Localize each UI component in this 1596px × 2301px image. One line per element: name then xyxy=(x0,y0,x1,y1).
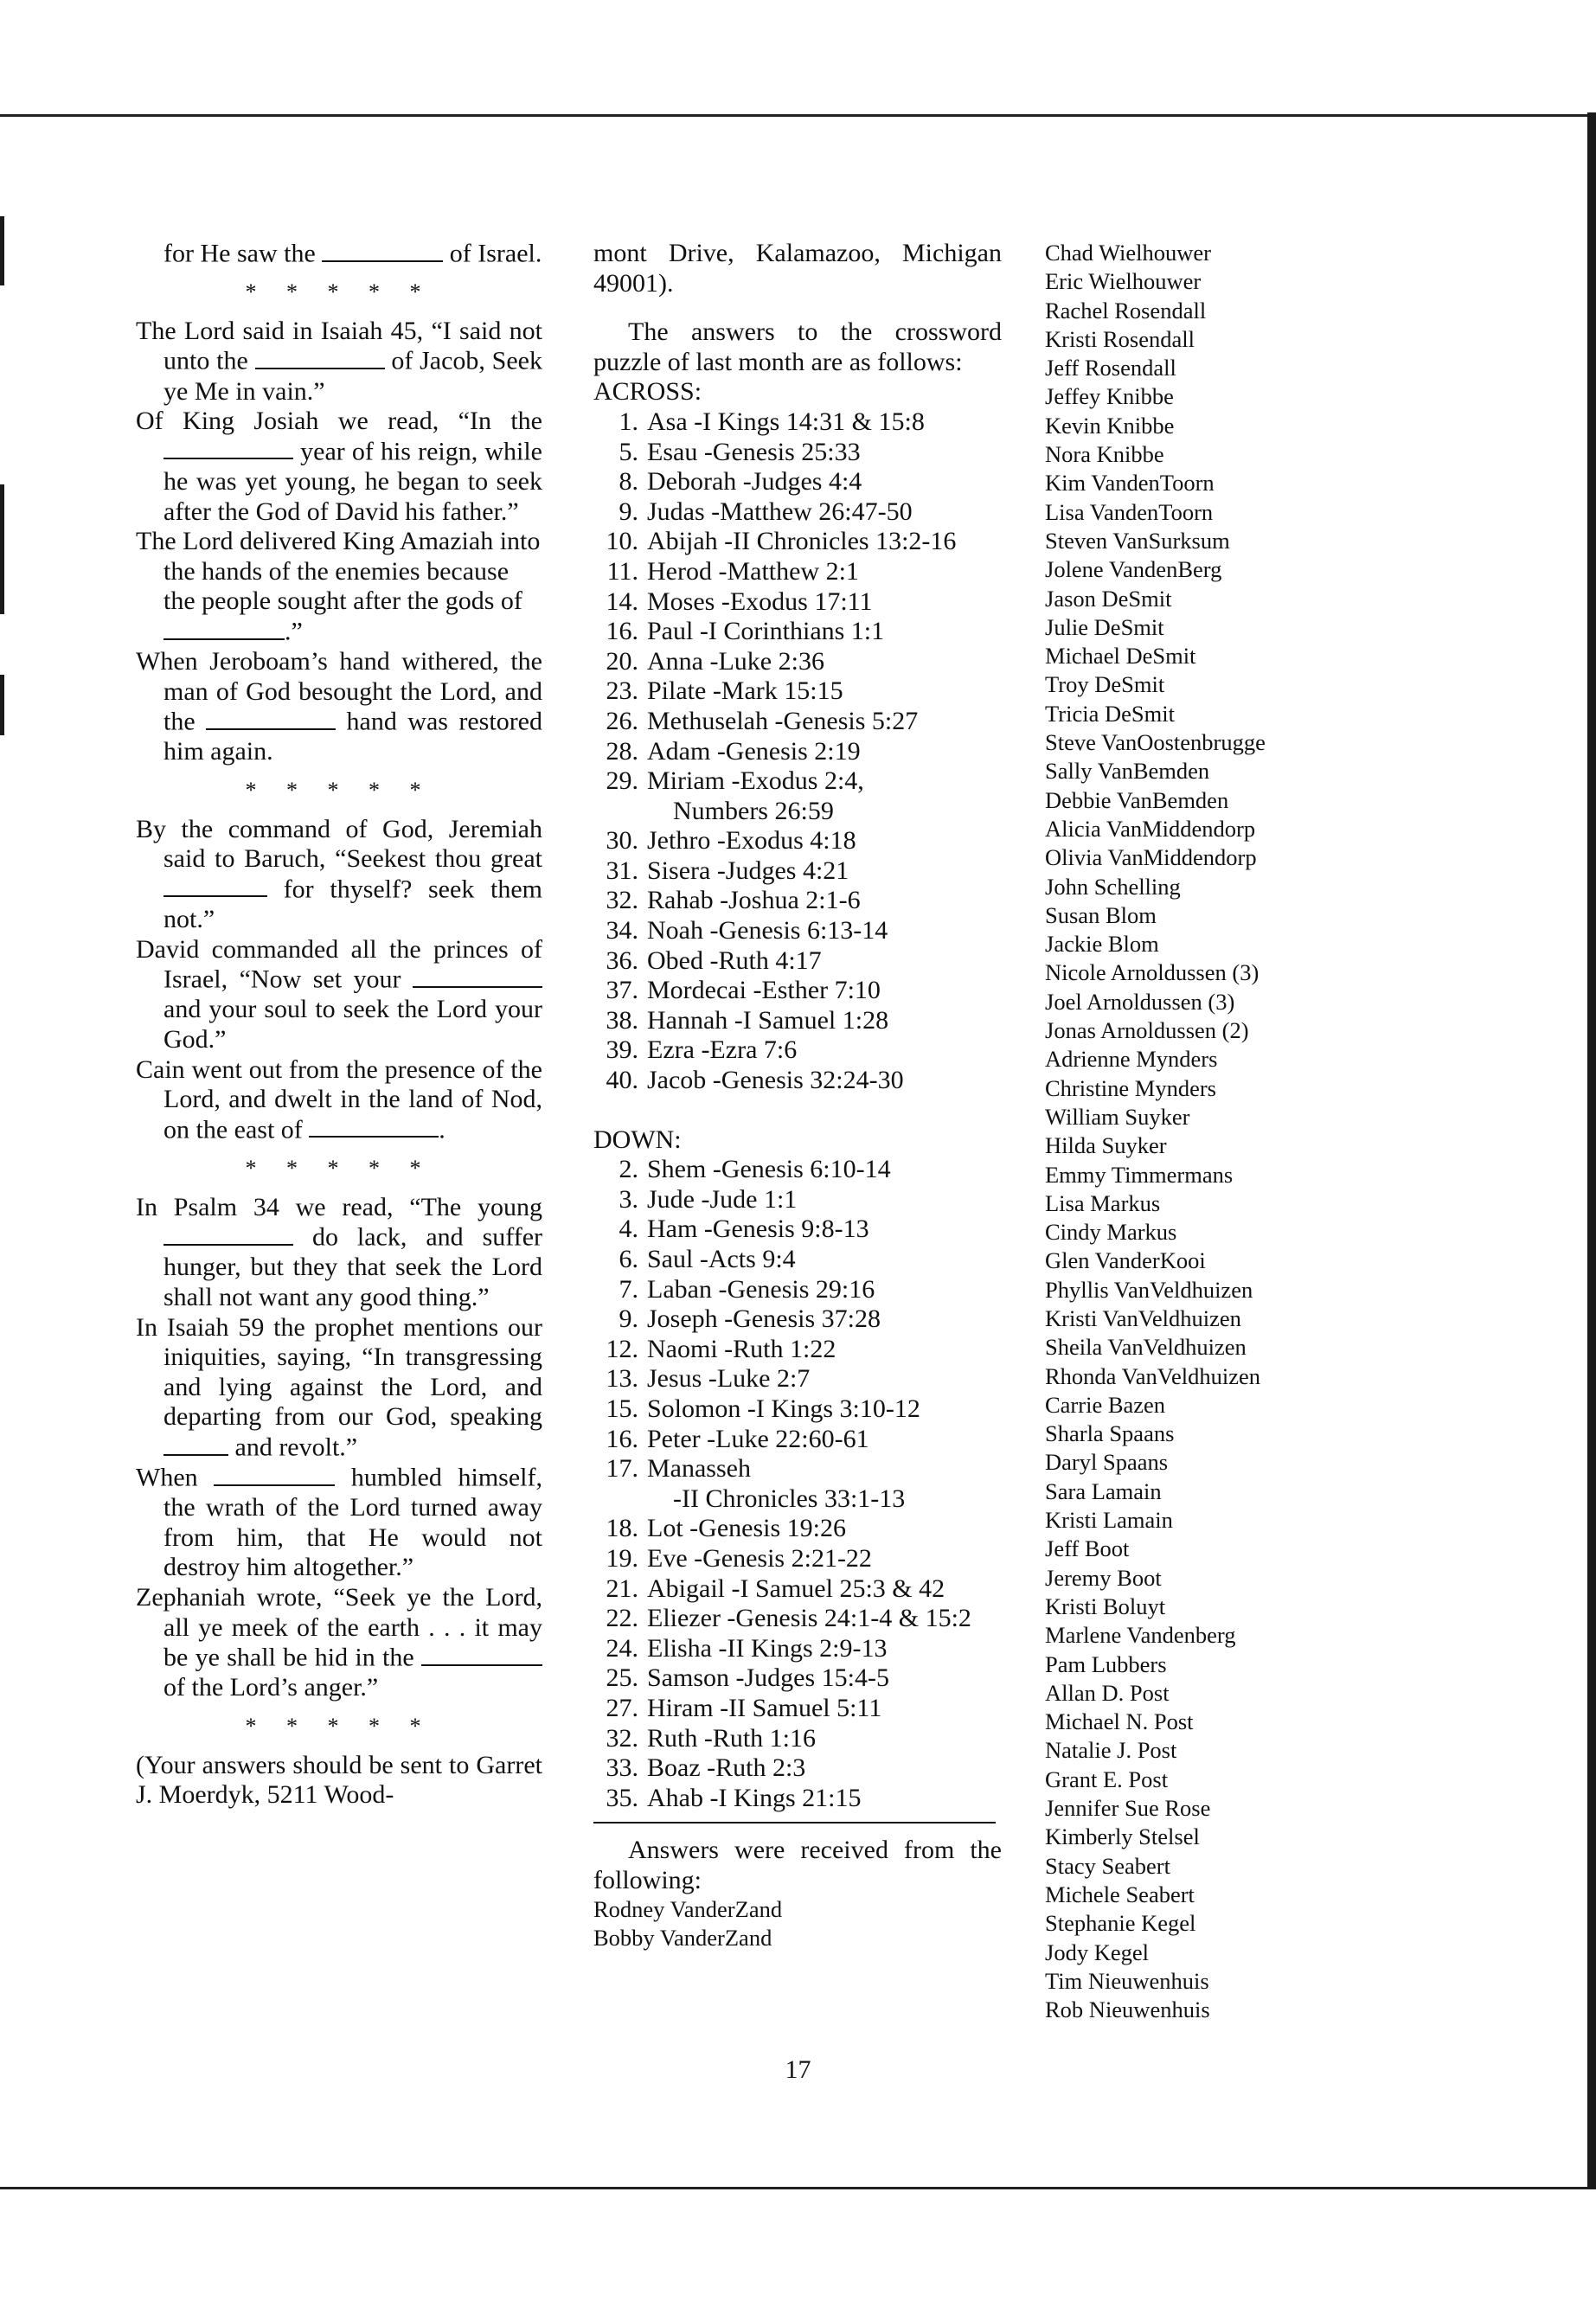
clue-number: 30. xyxy=(606,826,638,856)
respondent-name: Kristi Boluyt xyxy=(1045,1593,1166,1619)
respondent-name: Grant E. Post xyxy=(1045,1766,1169,1792)
respondent-name: Glen VanderKooi xyxy=(1045,1247,1206,1274)
respondent-name: Jason DeSmit xyxy=(1045,585,1172,612)
answer-text: Eve -Genesis 2:21-22 xyxy=(647,1543,872,1573)
answer-row xyxy=(593,497,1002,528)
respondent-name: Steve VanOostenbrugge xyxy=(1045,729,1266,756)
respondent-name: Kevin Knibbe xyxy=(1045,412,1175,439)
clue-number: 12. xyxy=(606,1334,638,1363)
answer-text: Ezra -Ezra 7:6 xyxy=(647,1035,798,1065)
received-intro: Answers were received from the following: xyxy=(593,1836,1002,1894)
clue-number: 10. xyxy=(606,527,638,556)
answer-text: Adam -Genesis 2:19 xyxy=(647,736,861,766)
answer-row xyxy=(593,826,1002,856)
clue-number: 17. xyxy=(606,1454,638,1484)
binding-mark xyxy=(0,675,4,735)
answer-text: Joseph -Genesis 37:28 xyxy=(647,1304,881,1334)
respondent-name: Pam Lubbers xyxy=(1045,1650,1167,1677)
answer-row xyxy=(593,1335,1002,1365)
received-names-list xyxy=(593,1895,1002,1952)
respondent-name: William Suyker xyxy=(1045,1103,1190,1130)
respondent-name: Jennifer Sue Rose xyxy=(1045,1795,1211,1822)
clue-number: 25. xyxy=(606,1663,638,1693)
scan-edge-right xyxy=(1587,112,1596,2189)
answer-row xyxy=(593,1604,1002,1634)
clue-number: 32. xyxy=(606,1723,638,1753)
quiz-question: The Lord said in Isaiah 45, “I said not unto the of Jacob, Seek ye Me in vain.” xyxy=(136,316,542,406)
respondent-name: Jolene VandenBerg xyxy=(1045,556,1222,583)
clue-number: 6. xyxy=(619,1245,638,1273)
scan-edge-top xyxy=(0,114,1596,117)
answer-text: Anna -Luke 2:36 xyxy=(647,646,824,676)
answer-text: Eliezer -Genesis 24:1-4 & 15:2 xyxy=(647,1604,971,1633)
answer-row xyxy=(593,1275,1002,1305)
answer-blank xyxy=(163,1433,228,1456)
respondent-name: Olivia VanMiddendorp xyxy=(1045,844,1257,871)
respondent-name: Nicole Arnoldussen (3) xyxy=(1045,959,1259,986)
clue-number: 31. xyxy=(606,856,638,885)
respondent-name: Sheila VanVeldhuizen xyxy=(1045,1334,1247,1361)
across-heading: ACROSS: xyxy=(593,377,702,407)
clue-number: 26. xyxy=(606,706,638,735)
answer-row xyxy=(593,557,1002,587)
answer-text: Elisha -II Kings 2:9-13 xyxy=(647,1633,888,1663)
quiz-question: Of King Josiah we read, “In the year of his reign, while he was yet young, he began to seek after the God of David his father.” xyxy=(136,407,542,526)
answer-blank xyxy=(163,1222,293,1246)
clue-number: 39. xyxy=(606,1035,638,1065)
respondent-name: Rhonda VanVeldhuizen xyxy=(1045,1362,1261,1389)
respondent-name: Rodney VanderZand xyxy=(593,1896,783,1923)
answer-row xyxy=(593,1364,1002,1394)
respondent-name: Jeff Boot xyxy=(1045,1535,1130,1562)
answer-row xyxy=(593,707,1002,737)
answer-row xyxy=(593,1454,1002,1484)
clue-number: 20. xyxy=(606,646,638,676)
clue-number: 3. xyxy=(619,1184,638,1214)
respondent-name: Kim VandenToorn xyxy=(1045,470,1215,497)
answer-row xyxy=(593,1394,1002,1425)
respondent-name: Jeffey Knibbe xyxy=(1045,383,1174,410)
answer-row xyxy=(593,587,1002,618)
answer-text: Herod -Matthew 2:1 xyxy=(647,556,859,586)
respondent-name: Jody Kegel xyxy=(1045,1939,1149,1965)
answer-row xyxy=(593,1155,1002,1185)
answer-text: Jude -Jude 1:1 xyxy=(647,1184,798,1214)
answer-row xyxy=(593,1215,1002,1245)
answer-blank xyxy=(206,707,336,730)
answer-row xyxy=(593,438,1002,468)
answer-text: Jesus -Luke 2:7 xyxy=(647,1364,811,1394)
section-rule xyxy=(593,1822,996,1823)
answer-row xyxy=(593,617,1002,647)
clue-number: 32. xyxy=(606,886,638,915)
answer-row xyxy=(593,1185,1002,1215)
answer-blank xyxy=(214,1463,335,1486)
respondent-name: Steven VanSurksum xyxy=(1045,527,1230,554)
answer-blank xyxy=(163,617,285,640)
answer-text: Samson -Judges 15:4-5 xyxy=(647,1663,889,1693)
respondent-name: Jeremy Boot xyxy=(1045,1564,1162,1591)
respondent-name: Emmy Timmermans xyxy=(1045,1161,1234,1188)
answer-row xyxy=(593,1784,1002,1814)
respondent-name: Joel Arnoldussen (3) xyxy=(1045,988,1235,1015)
answer-text: Saul -Acts 9:4 xyxy=(647,1245,796,1273)
respondent-name: Carrie Bazen xyxy=(1045,1391,1166,1418)
answer-row xyxy=(593,1753,1002,1784)
answer-row xyxy=(593,1724,1002,1754)
quiz-column xyxy=(136,239,542,1811)
section-divider-stars: * * * * * xyxy=(245,279,433,305)
clue-number: 5. xyxy=(619,437,638,466)
respondent-name: Hilda Suyker xyxy=(1045,1132,1167,1159)
quiz-question: In Psalm 34 we read, “The young do lack, and suffer hunger, but they that seek the Lord shall not want any good thing.” xyxy=(136,1192,543,1311)
clue-number: 33. xyxy=(606,1753,638,1783)
respondent-name: Tim Nieuwenhuis xyxy=(1045,1967,1209,1994)
respondent-name: Jonas Arnoldussen (2) xyxy=(1045,1017,1249,1044)
respondent-name: Alicia VanMiddendorp xyxy=(1045,815,1256,842)
down-answers-list xyxy=(593,1155,1002,1813)
respondent-name: Natalie J. Post xyxy=(1045,1737,1177,1764)
answer-row xyxy=(593,1245,1002,1275)
answer-row xyxy=(593,1035,1002,1066)
respondent-name: Jeff Rosendall xyxy=(1045,355,1176,381)
clue-number: 40. xyxy=(606,1066,638,1095)
respondent-name: Kristi Lamain xyxy=(1045,1507,1173,1534)
answer-row xyxy=(593,1006,1002,1036)
answer-text: Peter -Luke 22:60-61 xyxy=(647,1424,869,1453)
answer-text: Pilate -Mark 15:15 xyxy=(647,676,843,706)
answer-text: Asa -I Kings 14:31 & 15:8 xyxy=(647,407,925,436)
clue-number: 11. xyxy=(606,556,638,586)
submission-address: (Your answers should be sent to Garret J. Moerdyk, 5211 Wood- xyxy=(136,1750,542,1810)
clue-number: 1. xyxy=(619,407,638,436)
binding-mark xyxy=(0,216,4,285)
respondent-name: Cindy Markus xyxy=(1045,1219,1177,1246)
answer-row xyxy=(593,946,1002,977)
answer-row xyxy=(593,1304,1002,1335)
answer-blank xyxy=(421,1643,542,1666)
answer-row xyxy=(593,766,1002,797)
clue-number: 22. xyxy=(606,1604,638,1633)
down-heading: DOWN: xyxy=(593,1125,682,1154)
answer-text: Jacob -Genesis 32:24-30 xyxy=(647,1066,904,1095)
respondent-name: Julie DeSmit xyxy=(1045,613,1164,640)
answer-text: Jethro -Exodus 4:18 xyxy=(647,826,856,856)
respondent-name: Sally VanBemden xyxy=(1045,758,1210,785)
clue-number: 24. xyxy=(606,1633,638,1663)
answer-text: Ruth -Ruth 1:16 xyxy=(647,1723,817,1753)
answer-row xyxy=(593,886,1002,916)
clue-number: 9. xyxy=(619,497,638,526)
respondent-name: Nora Knibbe xyxy=(1045,441,1164,468)
respondent-name: Daryl Spaans xyxy=(1045,1449,1169,1476)
answer-text: Abigail -I Samuel 25:3 & 42 xyxy=(647,1574,945,1603)
answer-text: Laban -Genesis 29:16 xyxy=(647,1274,875,1304)
clue-number: 18. xyxy=(606,1514,638,1543)
clue-number: 21. xyxy=(606,1574,638,1603)
respondent-name: Michele Seabert xyxy=(1045,1881,1195,1907)
clue-number: 15. xyxy=(606,1394,638,1423)
clue-number: 16. xyxy=(606,1424,638,1453)
clue-number: 35. xyxy=(606,1783,638,1812)
binding-mark xyxy=(0,484,4,614)
answer-text: Methuselah -Genesis 5:27 xyxy=(647,706,919,735)
answer-row xyxy=(593,976,1002,1006)
answer-text: Hiram -II Samuel 5:11 xyxy=(647,1693,882,1722)
answer-row xyxy=(593,407,1002,438)
section-divider-stars: * * * * * xyxy=(245,1155,433,1181)
quiz-question: When Jeroboam’s hand withered, the man of God besought the Lord, and the hand was restored him again. xyxy=(136,647,542,766)
respondent-name: Michael DeSmit xyxy=(1045,643,1196,670)
answer-text: Rahab -Joshua 2:1-6 xyxy=(647,886,861,915)
across-answers-list xyxy=(593,407,1002,1096)
clue-number: 34. xyxy=(606,916,638,945)
respondent-name: Sara Lamain xyxy=(1045,1477,1162,1504)
clue-number: 28. xyxy=(606,736,638,766)
answer-text: Esau -Genesis 25:33 xyxy=(647,437,861,466)
answer-text: Moses -Exodus 17:11 xyxy=(647,586,873,616)
answer-row xyxy=(593,647,1002,677)
answer-text: Abijah -II Chronicles 13:2-16 xyxy=(647,527,957,556)
answer-text: Judas -Matthew 26:47-50 xyxy=(647,497,913,526)
answer-row xyxy=(593,1694,1002,1724)
answer-text: Lot -Genesis 19:26 xyxy=(647,1514,846,1543)
respondent-name: Troy DeSmit xyxy=(1045,671,1165,698)
answer-continuation: Numbers 26:59 xyxy=(673,796,834,825)
answer-blank xyxy=(255,346,385,369)
clue-number: 14. xyxy=(606,586,638,616)
page-number: 17 xyxy=(785,2055,811,2084)
scan-edge-bottom xyxy=(0,2187,1596,2189)
quiz-question: Cain went out from the presence of the Lord, and dwelt in the land of Nod, on the east of . xyxy=(136,1054,542,1144)
answer-text: Boaz -Ruth 2:3 xyxy=(647,1753,806,1783)
quiz-question: In Isaiah 59 the prophet mentions our iniquities, saying, “In transgressing and lying against the Lord, and departing from our God, speaking and revolt.” xyxy=(136,1312,542,1462)
answer-row xyxy=(593,916,1002,946)
quiz-question: The Lord delivered King Amaziah into the hands of the enemies because the people sought after the gods of .” xyxy=(136,527,541,646)
clue-number: 9. xyxy=(619,1304,638,1334)
respondent-name: Sharla Spaans xyxy=(1045,1420,1175,1447)
clue-number: 7. xyxy=(619,1274,638,1304)
answer-text: Mordecai -Esther 7:10 xyxy=(647,976,881,1005)
names-column xyxy=(1045,239,1330,2024)
respondent-name: Tricia DeSmit xyxy=(1045,700,1175,727)
answer-text: Deborah -Judges 4:4 xyxy=(647,467,862,497)
answer-row xyxy=(593,737,1002,767)
answer-blank xyxy=(163,875,267,898)
answer-row xyxy=(593,1544,1002,1574)
respondent-name: Michael N. Post xyxy=(1045,1708,1194,1735)
quiz-question: for He saw the of Israel. xyxy=(163,239,542,268)
answer-blank xyxy=(322,239,443,262)
respondent-name: Marlene Vandenberg xyxy=(1045,1622,1236,1649)
respondent-name: Debbie VanBemden xyxy=(1045,786,1229,813)
answer-text: Manasseh xyxy=(647,1454,751,1484)
quiz-question: By the command of God, Jeremiah said to Baruch, “Seekest thou great for thyself? seek them not.” xyxy=(136,814,542,934)
answers-column xyxy=(593,239,1002,1952)
respondent-name: Chad Wielhouwer xyxy=(1045,240,1211,266)
respondent-name: John Schelling xyxy=(1045,873,1181,900)
answer-text: Miriam -Exodus 2:4, xyxy=(647,766,864,796)
respondent-name: Susan Blom xyxy=(1045,901,1157,928)
respondent-name: Allan D. Post xyxy=(1045,1679,1170,1706)
answer-row xyxy=(593,676,1002,707)
answer-text: Obed -Ruth 4:17 xyxy=(647,945,822,975)
respondent-name: Bobby VanderZand xyxy=(593,1925,772,1952)
clue-number: 27. xyxy=(606,1693,638,1722)
clue-number: 36. xyxy=(606,945,638,975)
answer-text: Shem -Genesis 6:10-14 xyxy=(647,1155,891,1184)
clue-number: 16. xyxy=(606,617,638,646)
answer-row xyxy=(593,1634,1002,1664)
answer-row xyxy=(593,1425,1002,1455)
clue-number: 29. xyxy=(606,766,638,796)
respondent-name: Phyllis VanVeldhuizen xyxy=(1045,1276,1253,1303)
quiz-question: When humbled himself, the wrath of the Lord turned away from him, that He would not destroy him altogether.” xyxy=(136,1463,542,1582)
answer-blank xyxy=(413,965,542,988)
answer-row xyxy=(593,467,1002,497)
respondent-name: Lisa VandenToorn xyxy=(1045,498,1214,525)
respondent-name: Kimberly Stelsel xyxy=(1045,1823,1200,1850)
clue-number: 4. xyxy=(619,1215,638,1244)
section-divider-stars: * * * * * xyxy=(245,1714,433,1740)
respondent-name: Christine Mynders xyxy=(1045,1074,1216,1101)
respondent-name: Lisa Markus xyxy=(1045,1189,1161,1216)
answer-blank xyxy=(309,1115,439,1138)
answer-row xyxy=(593,1514,1002,1544)
clue-number: 19. xyxy=(606,1543,638,1573)
respondent-name: Adrienne Mynders xyxy=(1045,1046,1218,1073)
clue-number: 8. xyxy=(619,467,638,497)
respondent-name: Stephanie Kegel xyxy=(1045,1910,1196,1937)
answer-row xyxy=(593,1663,1002,1694)
answer-text: Sisera -Judges 4:21 xyxy=(647,856,849,885)
clue-number: 23. xyxy=(606,676,638,706)
answer-text: Hannah -I Samuel 1:28 xyxy=(647,1005,889,1035)
respondent-name: Rachel Rosendall xyxy=(1045,297,1207,324)
respondent-name: Stacy Seabert xyxy=(1045,1852,1170,1879)
answer-row xyxy=(593,1066,1002,1096)
answer-text: Noah -Genesis 6:13-14 xyxy=(647,916,888,945)
clue-number: 38. xyxy=(606,1005,638,1035)
answer-text: Ham -Genesis 9:8-13 xyxy=(647,1215,869,1244)
answer-row xyxy=(593,856,1002,887)
answers-intro: The answers to the crossword puzzle of last month are as follows: xyxy=(593,317,1002,376)
respondent-name: Jackie Blom xyxy=(1045,931,1159,958)
answer-row xyxy=(593,527,1002,557)
answer-continuation: -II Chronicles 33:1-13 xyxy=(673,1484,906,1513)
respondent-name: Eric Wielhouwer xyxy=(1045,268,1202,295)
clue-number: 2. xyxy=(619,1155,638,1184)
answer-text: Solomon -I Kings 3:10-12 xyxy=(647,1394,920,1423)
respondent-name: Rob Nieuwenhuis xyxy=(1045,1997,1210,2023)
quiz-question: David commanded all the princes of Israel, “Now set your and your soul to seek the Lord your God.” xyxy=(136,934,542,1054)
address-continuation: mont Drive, Kalamazoo, Michigan 49001). xyxy=(593,239,1002,298)
answer-text: Paul -I Corinthians 1:1 xyxy=(647,617,885,646)
answer-row xyxy=(593,1574,1002,1605)
answer-text: Ahab -I Kings 21:15 xyxy=(647,1783,862,1812)
section-divider-stars: * * * * * xyxy=(245,778,433,804)
respondent-name: Kristi Rosendall xyxy=(1045,325,1195,352)
answer-text: Naomi -Ruth 1:22 xyxy=(647,1334,836,1363)
respondent-name: Kristi VanVeldhuizen xyxy=(1045,1304,1241,1331)
quiz-question: Zephaniah wrote, “Seek ye the Lord, all ye meek of the earth . . . it may be ye shall be hid in the of the Lord’s anger.” xyxy=(136,1583,542,1702)
answer-blank xyxy=(163,437,293,460)
clue-number: 37. xyxy=(606,976,638,1005)
clue-number: 13. xyxy=(606,1364,638,1394)
